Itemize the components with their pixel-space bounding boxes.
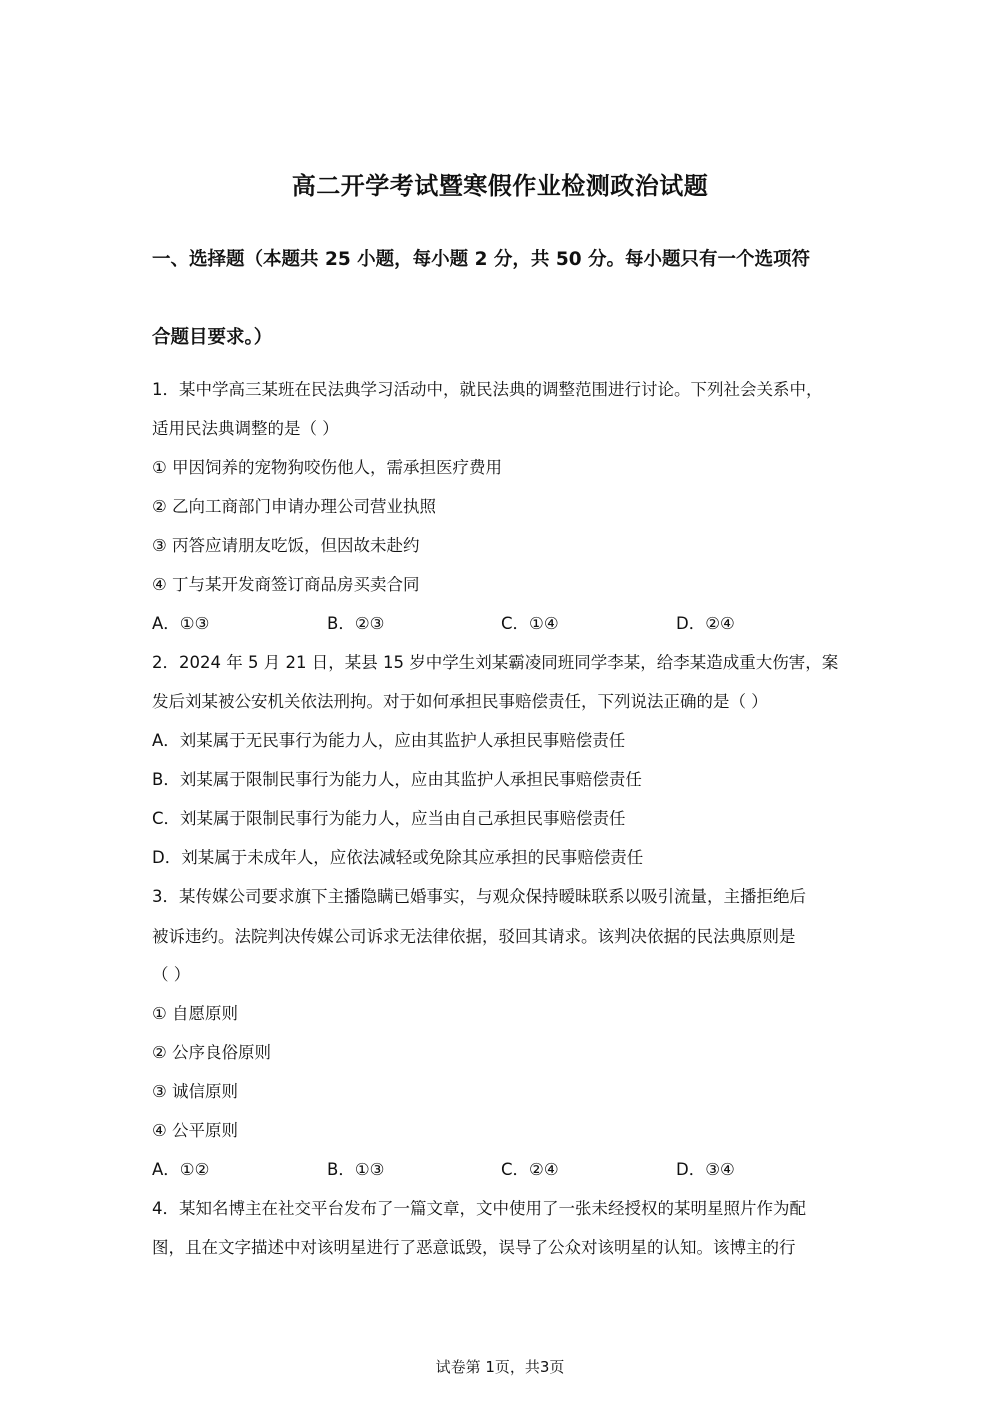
question-1-stem-line-2: 适用民法典调整的是（ ）	[152, 419, 339, 438]
question-1-choice-d[interactable]: D．②④	[676, 614, 735, 633]
question-2-stem-line-2: 发后刘某被公安机关依法刑拘。对于如何承担民事赔偿责任，下列说法正确的是（ ）	[152, 692, 768, 711]
question-3-choice-d[interactable]: D．③④	[676, 1160, 735, 1179]
question-4-stem-line-2: 图，且在文字描述中对该明星进行了恶意诋毁，误导了公众对该明星的认知。该博主的行	[152, 1238, 796, 1257]
question-1-choice-a[interactable]: A．①③	[152, 614, 210, 633]
question-3-choice-b[interactable]: B．①③	[327, 1160, 385, 1179]
question-2-choice-d[interactable]: D．刘某属于未成年人，应依法减轻或免除其应承担的民事赔偿责任	[152, 848, 644, 867]
question-3-item-4: ④ 公平原则	[152, 1121, 239, 1140]
question-3-stem-line-2: 被诉违约。法院判决传媒公司诉求无法律依据，驳回其请求。该判决依据的民法典原则是	[152, 927, 796, 946]
page-footer: 试卷第 1页，共3页	[435, 1358, 565, 1376]
question-4-stem-line-1: 4．某知名博主在社交平台发布了一篇文章，文中使用了一张未经授权的某明星照片作为配	[152, 1199, 806, 1218]
question-2-choice-c[interactable]: C．刘某属于限制民事行为能力人，应当由自己承担民事赔偿责任	[152, 809, 626, 828]
question-3-item-1: ① 自愿原则	[152, 1004, 239, 1023]
question-1-choice-c[interactable]: C．①④	[501, 614, 559, 633]
question-3-choice-a[interactable]: A．①②	[152, 1160, 210, 1179]
question-2-choice-b[interactable]: B．刘某属于限制民事行为能力人，应由其监护人承担民事赔偿责任	[152, 770, 642, 789]
question-1-item-2: ② 乙向工商部门申请办理公司营业执照	[152, 497, 437, 516]
question-1-stem-line-1: 1．某中学高三某班在民法典学习活动中，就民法典的调整范围进行讨论。下列社会关系中，	[152, 380, 823, 399]
question-1-item-1: ① 甲因饲养的宠物狗咬伤他人，需承担医疗费用	[152, 458, 503, 477]
question-1-choice-b[interactable]: B．②③	[327, 614, 385, 633]
page-title: 高二开学考试暨寒假作业检测政治试题	[291, 172, 709, 200]
question-1-item-3: ③ 丙答应请朋友吃饭，但因故未赴约	[152, 536, 420, 555]
question-1-item-4: ④ 丁与某开发商签订商品房买卖合同	[152, 575, 420, 594]
question-3-item-3: ③ 诚信原则	[152, 1082, 239, 1101]
question-3-item-2: ② 公序良俗原则	[152, 1043, 272, 1062]
question-3-stem-line-1: 3．某传媒公司要求旗下主播隐瞒已婚事实，与观众保持暧昧联系以吸引流量，主播拒绝后	[152, 887, 806, 906]
question-2-choice-a[interactable]: A．刘某属于无民事行为能力人，应由其监护人承担民事赔偿责任	[152, 731, 626, 750]
question-2-stem-line-1: 2．2024 年 5 月 21 日，某县 15 岁中学生刘某霸凌同班同学李某，给李某造成重大伤害，案	[152, 653, 839, 672]
question-3-choice-c[interactable]: C．②④	[501, 1160, 559, 1179]
section-heading-line-2: 合题目要求。）	[152, 327, 273, 348]
question-3-stem-line-3: （ ）	[152, 965, 191, 984]
section-heading-line-1: 一、选择题（本题共 25 小题，每小题 2 分，共 50 分。每小题只有一个选项符	[152, 249, 811, 270]
